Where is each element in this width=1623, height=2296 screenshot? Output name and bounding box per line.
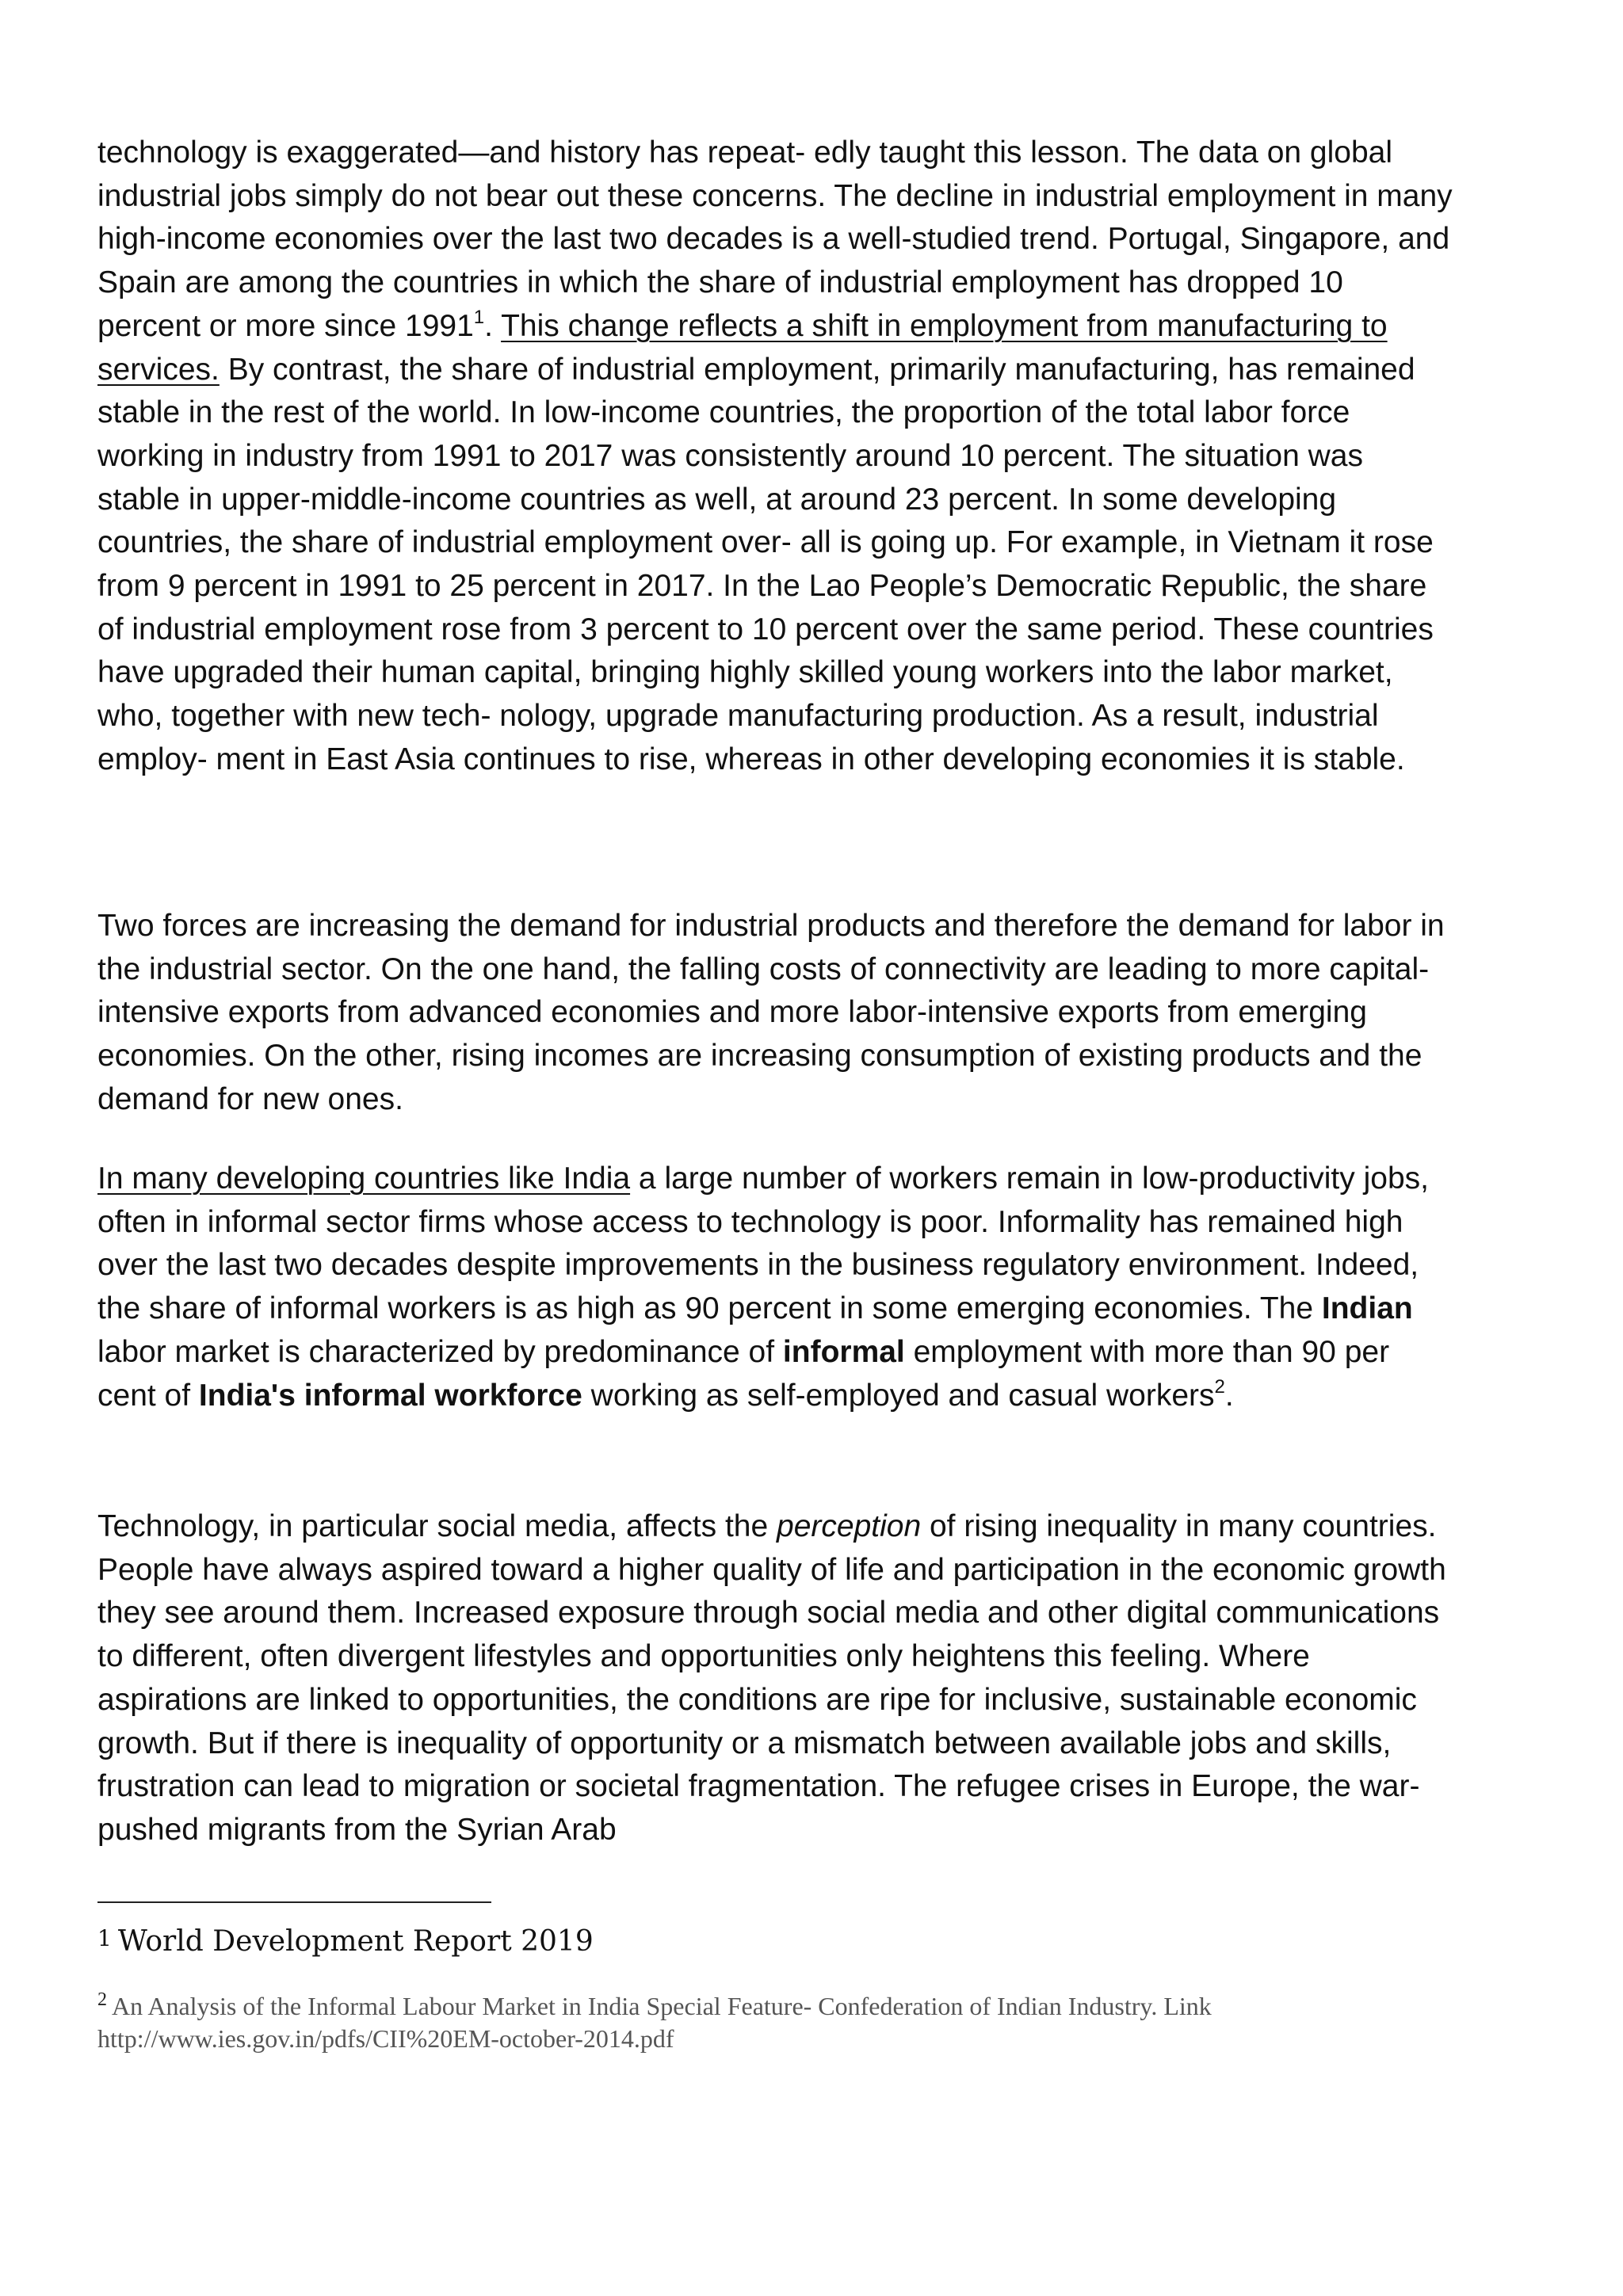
footnote-ref-2[interactable]: 2: [1214, 1375, 1225, 1398]
text-run: .: [1224, 1378, 1234, 1413]
paragraph-informal-workers: [97, 1158, 1453, 1417]
text-run: Technology, in particular social media, affects the: [97, 1509, 777, 1543]
footnote-2: [97, 1990, 1461, 2055]
bold-text: India's informal workforce: [198, 1378, 582, 1413]
text-run: labor market is characterized by predominance of: [97, 1334, 783, 1369]
text-run: of rising inequality in many countries. People have always aspired toward a higher quality of life and participation in the economic growth they see around them. Increased exposure through social media and other digital communications to different, often divergent lifestyles and opportunities only heightens this feeling. Where aspirations are linked to opportunities, the conditions are ripe for inclusive, sustainable economic growth. But if there is inequality of opportunity or a mismatch between available jobs and skills, frustration can lead to migration or societal fragmentation. The refugee crises in Europe, the war-pushed migrants from the Syrian Arab: [97, 1509, 1446, 1847]
bold-text: informal: [782, 1334, 905, 1369]
paragraph-industrial-employment: [97, 132, 1453, 782]
underlined-text: This change reflects a shift in employment from manufacturing to services.: [97, 308, 1388, 387]
text-run: working as self-employed and casual workers: [582, 1378, 1215, 1413]
text-run: employment with more than 90 per cent of: [97, 1334, 1390, 1413]
text-run: .: [484, 308, 502, 343]
paragraph-two-forces: Two forces are increasing the demand for industrial products and therefore the demand for labor in the industrial sector. On the one hand, the falling costs of connectivity are leading to more capital-intensive exports from advanced economies and more labor-intensive exports from emerging economies. On the other, rising incomes are increasing consumption of existing products and the demand for new ones.: [97, 909, 1445, 1116]
footnote-separator: [97, 1901, 491, 1903]
footnote-mark: 1: [97, 1925, 112, 1951]
underlined-text: In many developing countries like India: [97, 1161, 631, 1196]
text-run: a large number of workers remain in low-productivity jobs, often in informal sector firms whose access to technology is poor. Informality has remained high over the last two decades despite improvements in the business regulatory environment. Indeed, the share of informal workers is as high as 90 percent in some emerging economies. The: [97, 1161, 1429, 1326]
paragraph-social-media-inequality: [97, 1505, 1453, 1852]
footnote-ref-1[interactable]: 1: [473, 306, 485, 328]
footnote-mark: 2: [97, 1989, 107, 2010]
footnote-text: An Analysis of the Informal Labour Market in India Special Feature- Confederation of Indian Industry. Link http://www.ies.gov.in/pdfs/CII%20EM-october-2014.pdf: [97, 1992, 1212, 2053]
italic-text: perception: [777, 1509, 922, 1543]
footnote-text: World Development Report 2019: [117, 1925, 594, 1958]
footnote-1: [97, 1920, 594, 1961]
text-run: technology is exaggerated—and history has repeat- edly taught this lesson. The data on global industrial jobs simply do not bear out these concerns. The decline in industrial employment in many high-income economies over the last two decades is a well-studied trend. Portugal, Singapore, and Spain are among the countries in which the share of industrial employment has dropped 10 percent or more since 1991: [97, 135, 1453, 343]
bold-text: Indian: [1321, 1291, 1413, 1326]
text-run: By contrast, the share of industrial employment, primarily manufacturing, has remained stable in the rest of the world. In low-income countries, the proportion of the total labor force working in industry from 1991 to 2017 was consistently around 10 percent. The situation was stable in upper-middle-income countries as well, at around 23 percent. In some developing countries, the share of industrial employment over- all is going up. For example, in Vietnam it rose from 9 percent in 1991 to 25 percent in 2017. In the Lao People’s Democratic Republic, the share of industrial employment rose from 3 percent to 10 percent over the same period. These countries have upgraded their human capital, bringing highly skilled young workers into the labor market, who, together with new tech- nology, upgrade manufacturing production. As a result, industrial employ- ment in East Asia continues to rise, whereas in other developing economies it is stable.: [97, 352, 1434, 776]
